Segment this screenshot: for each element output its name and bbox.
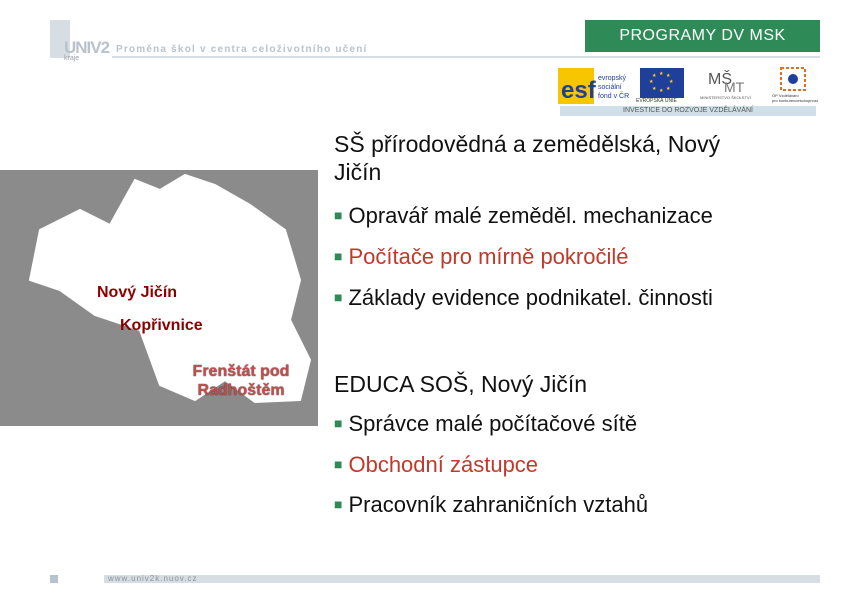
svg-text:fond v ČR: fond v ČR xyxy=(598,93,630,100)
school-2-item-1: ■ Správce malé počítačové sítě xyxy=(334,411,638,436)
school-1-title-line1: SŠ přírodovědná a zemědělská, Nový xyxy=(334,131,721,157)
footer-url[interactable]: www.univ2k.nuov.cz xyxy=(108,574,198,583)
program-title: PROGRAMY DV MSK xyxy=(619,27,786,44)
svg-text:pro konkurenceschopnost: pro konkurenceschopnost xyxy=(772,98,818,103)
svg-text:MINISTERSTVO ŠKOLSTVÍ: MINISTERSTVO ŠKOLSTVÍ xyxy=(700,95,751,100)
header-tagline: Proměna škol v centra celoživotního učení xyxy=(116,44,368,55)
eu-label: EVROPSKÁ UNIE xyxy=(636,98,677,104)
svg-text:MT: MT xyxy=(724,79,745,95)
op-logo-icon xyxy=(772,66,818,104)
school-1-title-line2: Jičín xyxy=(334,159,382,185)
bullet-icon: ■ xyxy=(334,496,343,512)
footer-square xyxy=(50,575,58,583)
esf-logo-icon xyxy=(558,68,638,104)
univ2-logo-sub: kraje xyxy=(64,55,80,62)
school-2-title: EDUCA SOŠ, Nový Jičín xyxy=(334,371,588,397)
school-1-item-2: ■ Počítače pro mírně pokročilé xyxy=(334,244,629,269)
school-1-title xyxy=(334,130,720,186)
school-1-item-3: ■ Základy evidence podnikatel. činnosti xyxy=(334,285,713,310)
svg-text:esf: esf xyxy=(561,77,596,104)
univ2-logo: UNIV2 xyxy=(64,38,110,57)
bullet-icon: ■ xyxy=(334,456,343,472)
bullet-icon: ■ xyxy=(334,248,343,264)
header-divider xyxy=(112,56,820,58)
school-2-item-3: ■ Pracovník zahraničních vztahů xyxy=(334,492,649,517)
svg-text:sociální: sociální xyxy=(598,84,622,91)
city-novy-jicin: Nový Jičín xyxy=(97,284,178,301)
bullet-icon: ■ xyxy=(334,207,343,223)
city-frenstat xyxy=(176,362,306,400)
invest-text: INVESTICE DO ROZVOJE VZDĚLÁVÁNÍ xyxy=(623,107,753,114)
school-1-item-1: ■ Opravář malé zeměděl. mechanizace xyxy=(334,203,713,228)
school-2-item-2: ■ Obchodní zástupce xyxy=(334,452,539,477)
footer-bar xyxy=(104,575,820,583)
city-frenstat-line1: Frenštát pod xyxy=(192,363,290,380)
eu-flag-icon: ★ ★ ★ ★ ★ ★ ★ ★ xyxy=(640,68,684,98)
svg-text:OP Vzdělávání: OP Vzdělávání xyxy=(772,93,799,98)
msmt-logo-icon xyxy=(700,66,766,100)
bullet-icon: ■ xyxy=(334,289,343,305)
city-koprivnice: Kopřivnice xyxy=(120,317,203,334)
bullet-icon: ■ xyxy=(334,415,343,431)
svg-text:evropský: evropský xyxy=(598,75,627,82)
city-frenstat-line2: Radhoštěm xyxy=(197,382,285,399)
svg-text:MŠ: MŠ xyxy=(708,71,732,88)
